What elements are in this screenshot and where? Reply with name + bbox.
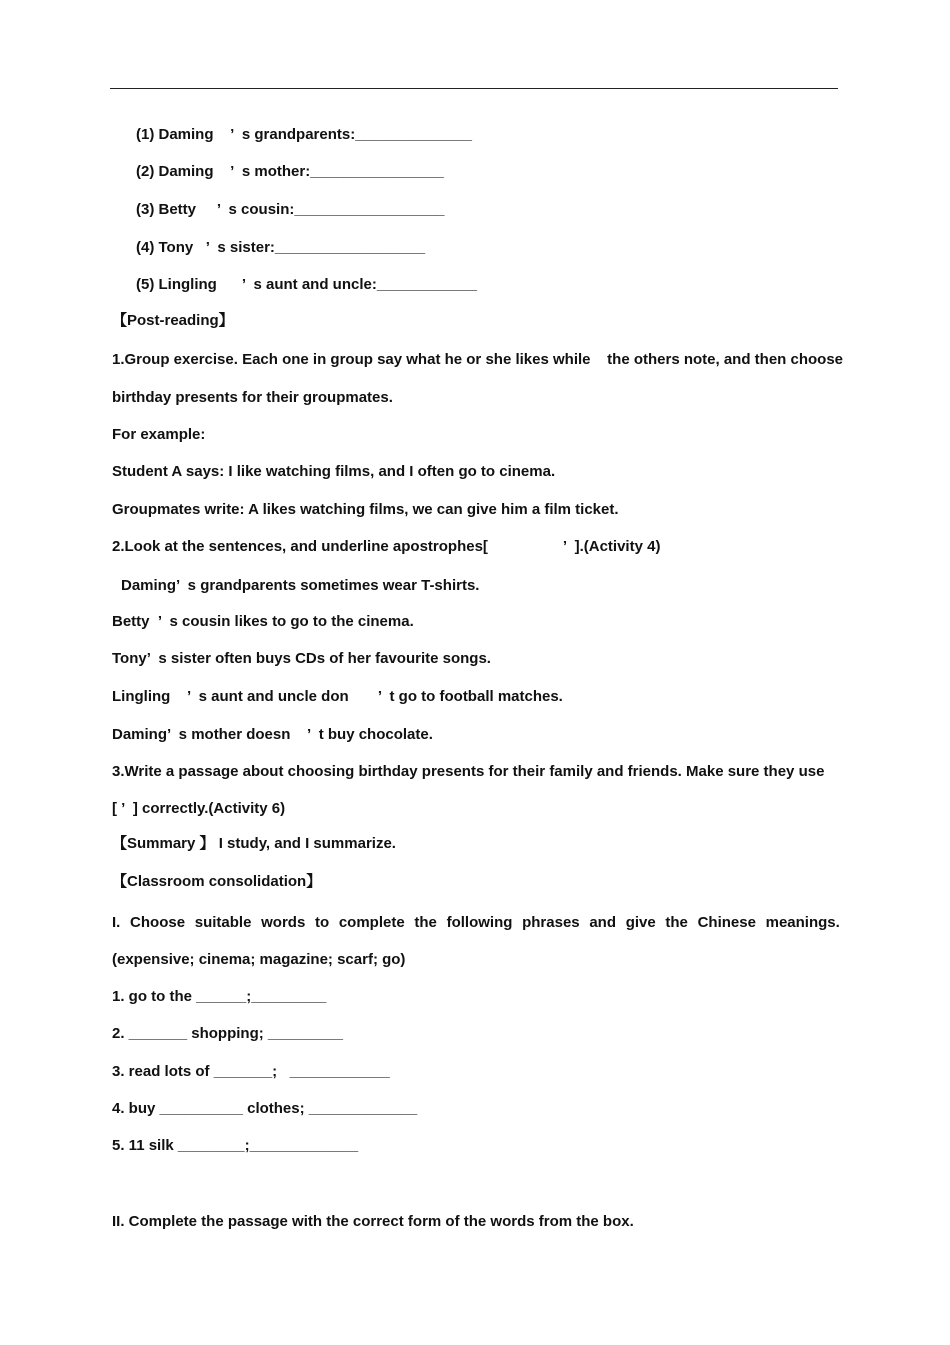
complete-passage-instruction: II. Complete the passage with the correct form of the words from the box. bbox=[112, 1213, 634, 1230]
write-passage-line-1: 3.Write a passage about choosing birthday presents for their family and friends. Make sure they use bbox=[112, 763, 825, 780]
instruction-word: words bbox=[261, 914, 306, 931]
groupmates-example: Groupmates write: A likes watching films, we can give him a film ticket. bbox=[112, 501, 619, 518]
phrase-2: 2. _______ shopping; _________ bbox=[112, 1025, 343, 1042]
phrase-1: 1. go to the ______;_________ bbox=[112, 988, 327, 1005]
instruction-word: give bbox=[625, 914, 656, 931]
post-reading-heading: 【Post-reading】 bbox=[112, 312, 234, 329]
phrase-5: 5. 11 silk ________;_____________ bbox=[112, 1137, 359, 1154]
write-passage-line-2: [ ’ ] correctly.(Activity 6) bbox=[112, 800, 286, 817]
summary-heading: 【Summary 】 I study, and I summarize. bbox=[112, 835, 396, 852]
look-at-sentences-instruction: 2.Look at the sentences, and underline apostrophes[ ’ ].(Activity 4) bbox=[112, 538, 661, 555]
group-exercise-line-2: birthday presents for their groupmates. bbox=[112, 389, 393, 406]
sentence-4: Lingling ’ s aunt and uncle don ’ t go to football matches. bbox=[112, 688, 563, 705]
question-5: (5) Lingling ’ s aunt and uncle:____________ bbox=[136, 276, 477, 293]
instruction-word: the bbox=[665, 914, 688, 931]
question-1: (1) Daming ’ s grandparents:______________ bbox=[136, 126, 472, 143]
question-4: (4) Tony ’ s sister:__________________ bbox=[136, 239, 426, 256]
instruction-word: phrases bbox=[522, 914, 580, 931]
header-rule bbox=[110, 88, 838, 89]
instruction-word: the bbox=[414, 914, 437, 931]
instruction-word: following bbox=[446, 914, 513, 931]
instruction-word: Chinese bbox=[697, 914, 756, 931]
classroom-consolidation-heading: 【Classroom consolidation】 bbox=[112, 873, 322, 890]
phrase-3: 3. read lots of _______; ____________ bbox=[112, 1063, 390, 1080]
phrase-4: 4. buy __________ clothes; _____________ bbox=[112, 1100, 418, 1117]
sentence-1: Daming’ s grandparents sometimes wear T-shirts. bbox=[121, 577, 480, 594]
instruction-word: Choose bbox=[130, 914, 186, 931]
instruction-word: to bbox=[314, 914, 330, 931]
question-2: (2) Daming ’ s mother:________________ bbox=[136, 163, 444, 180]
sentence-5: Daming’ s mother doesn ’ t buy chocolate. bbox=[112, 726, 433, 743]
instruction-word: complete bbox=[338, 914, 405, 931]
choose-words-instruction bbox=[112, 914, 840, 932]
sentence-2: Betty ’ s cousin likes to go to the cinema. bbox=[112, 613, 414, 630]
group-exercise-line-1: 1.Group exercise. Each one in group say what he or she likes while the others note, and then choose bbox=[112, 351, 844, 368]
instruction-word: meanings. bbox=[765, 914, 840, 931]
sentence-3: Tony’ s sister often buys CDs of her favourite songs. bbox=[112, 650, 491, 667]
word-list: (expensive; cinema; magazine; scarf; go) bbox=[112, 951, 406, 968]
student-a-example: Student A says: I like watching films, and I often go to cinema. bbox=[112, 463, 556, 480]
instruction-word: I. bbox=[112, 914, 121, 931]
instruction-word: suitable bbox=[194, 914, 252, 931]
instruction-word: and bbox=[589, 914, 616, 931]
question-3: (3) Betty ’ s cousin:__________________ bbox=[136, 201, 445, 218]
for-example-label: For example: bbox=[112, 426, 206, 443]
